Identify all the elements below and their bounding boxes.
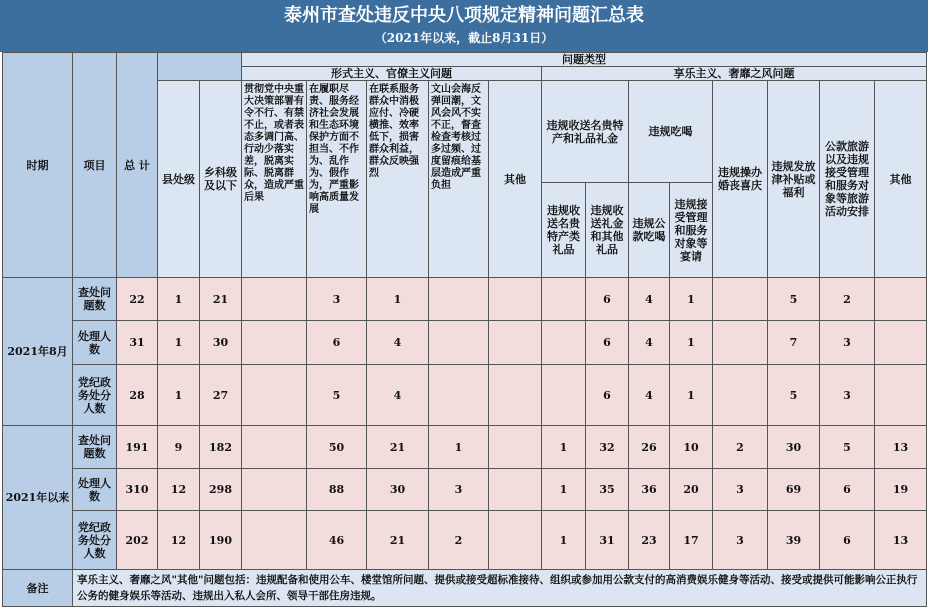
cell: 1 — [542, 469, 586, 511]
cell: 39 — [768, 511, 820, 570]
cell: 182 — [200, 426, 242, 469]
cell: 21 — [367, 426, 429, 469]
cell: 1 — [158, 321, 200, 365]
cell — [489, 511, 542, 570]
cell: 4 — [367, 365, 429, 426]
cell — [429, 278, 489, 321]
cell: 50 — [307, 426, 367, 469]
cell: 1 — [367, 278, 429, 321]
row-item: 查处问题数 — [73, 278, 117, 321]
cell: 1 — [670, 365, 713, 426]
cell: 19 — [875, 469, 927, 511]
cell: 21 — [200, 278, 242, 321]
cell — [489, 469, 542, 511]
cell: 9 — [158, 426, 200, 469]
cell: 23 — [629, 511, 670, 570]
cell — [875, 278, 927, 321]
cell: 12 — [158, 469, 200, 511]
header-total: 总 计 — [117, 53, 158, 278]
cell: 3 — [429, 469, 489, 511]
cell: 20 — [670, 469, 713, 511]
row-item: 处理人数 — [73, 469, 117, 511]
cell: 1 — [158, 365, 200, 426]
cell: 35 — [586, 469, 629, 511]
cell: 4 — [629, 321, 670, 365]
header-formalism: 形式主义、官僚主义问题 — [242, 67, 542, 81]
cell: 6 — [820, 469, 875, 511]
cell: 2 — [713, 426, 768, 469]
cell: 1 — [670, 321, 713, 365]
cell: 13 — [875, 511, 927, 570]
cell: 1 — [670, 278, 713, 321]
cell: 30 — [768, 426, 820, 469]
cell: 310 — [117, 469, 158, 511]
header-formalism-4: 文山会海反弹回潮，文风会风不实不正，督查检查考核过多过频、过度留痕给基层造成严重负担 — [429, 81, 489, 278]
header-hedonism-wedding: 违规操办婚丧喜庆 — [713, 81, 768, 278]
cell — [875, 365, 927, 426]
cell: 6 — [586, 321, 629, 365]
cell: 298 — [200, 469, 242, 511]
row-item: 查处问题数 — [73, 426, 117, 469]
header-township: 乡科级及以下 — [200, 81, 242, 278]
cell: 31 — [117, 321, 158, 365]
cell: 5 — [820, 426, 875, 469]
cell: 6 — [307, 321, 367, 365]
cell: 4 — [367, 321, 429, 365]
header-dining-banquet: 违规接受管理和服务对象等宴请 — [670, 183, 713, 278]
cell: 6 — [820, 511, 875, 570]
header-formalism-other: 其他 — [489, 81, 542, 278]
header-gifts-cash: 违规收送礼金和其他礼品 — [586, 183, 629, 278]
cell: 27 — [200, 365, 242, 426]
cell: 1 — [429, 426, 489, 469]
cell: 13 — [875, 426, 927, 469]
header-gifts-specialty: 违规收送名贵特产类礼品 — [542, 183, 586, 278]
cell: 190 — [200, 511, 242, 570]
cell: 2 — [429, 511, 489, 570]
cell: 1 — [542, 426, 586, 469]
cell: 10 — [670, 426, 713, 469]
cell — [542, 278, 586, 321]
cell: 69 — [768, 469, 820, 511]
cell: 30 — [367, 469, 429, 511]
title-bar — [0, 0, 928, 52]
cell — [242, 469, 307, 511]
cell — [713, 321, 768, 365]
header-item: 项目 — [73, 53, 117, 278]
summary-table — [2, 52, 927, 607]
cell: 32 — [586, 426, 629, 469]
cell: 22 — [117, 278, 158, 321]
cell: 3 — [820, 365, 875, 426]
cell: 3 — [307, 278, 367, 321]
header-hedonism-gifts: 违规收送名贵特产和礼品礼金 — [542, 81, 629, 183]
cell: 26 — [629, 426, 670, 469]
cell: 6 — [586, 278, 629, 321]
cell — [242, 511, 307, 570]
page-subtitle: （2021年以来，截止8月31日） — [374, 31, 554, 45]
cell: 12 — [158, 511, 200, 570]
cell — [242, 365, 307, 426]
header-formalism-3: 在联系服务群众中消极应付、冷硬横推、效率低下，损害群众利益，群众反映强烈 — [367, 81, 429, 278]
header-formalism-2: 在履职尽责、服务经济社会发展和生态环境保护方面不担当、不作为、乱作为、假作为，严重影响高质量发展 — [307, 81, 367, 278]
cell: 88 — [307, 469, 367, 511]
row-item: 党纪政务处分人数 — [73, 511, 117, 570]
cell: 21 — [367, 511, 429, 570]
cell: 46 — [307, 511, 367, 570]
cell: 5 — [307, 365, 367, 426]
cell: 7 — [768, 321, 820, 365]
header-formalism-1: 贯彻党中央重大决策部署有令不行、有禁不止，或者表态多调门高、行动少落实差，脱离实际、脱离群众，造成严重后果 — [242, 81, 307, 278]
cell: 191 — [117, 426, 158, 469]
header-period: 时期 — [3, 53, 73, 278]
cell — [713, 278, 768, 321]
cell: 1 — [158, 278, 200, 321]
header-hedonism: 享乐主义、奢靡之风问题 — [542, 67, 927, 81]
cell: 30 — [200, 321, 242, 365]
cell: 1 — [542, 511, 586, 570]
header-level-blank — [158, 53, 242, 81]
cell — [429, 321, 489, 365]
row-item: 处理人数 — [73, 321, 117, 365]
cell — [713, 365, 768, 426]
cell: 3 — [820, 321, 875, 365]
cell: 17 — [670, 511, 713, 570]
note-text: 享乐主义、奢靡之风"其他"问题包括：违规配备和使用公车、楼堂馆所问题、提供或接受超标准接待、组织或参加用公款支付的高消费娱乐健身等活动、接受或提供可能影响公正执行公务的健身娱乐等活动、违规出入私人会所、领导干部住房违规。 — [73, 570, 927, 607]
cell: 4 — [629, 365, 670, 426]
cell: 5 — [768, 278, 820, 321]
cell — [242, 321, 307, 365]
cell: 5 — [768, 365, 820, 426]
page-title: 泰州市查处违反中央八项规定精神问题汇总表 — [284, 5, 644, 26]
cell — [429, 365, 489, 426]
cell: 202 — [117, 511, 158, 570]
cell: 3 — [713, 511, 768, 570]
cell — [489, 321, 542, 365]
cell: 4 — [629, 278, 670, 321]
note-label: 备注 — [3, 570, 73, 607]
cell — [242, 426, 307, 469]
cell: 2 — [820, 278, 875, 321]
cell — [489, 426, 542, 469]
header-county: 县处级 — [158, 81, 200, 278]
row-item: 党纪政务处分人数 — [73, 365, 117, 426]
header-hedonism-dining: 违规吃喝 — [629, 81, 713, 183]
period-label: 2021年8月 — [3, 278, 73, 426]
header-problem-type: 问题类型 — [242, 53, 927, 67]
cell — [542, 365, 586, 426]
cell: 28 — [117, 365, 158, 426]
header-hedonism-travel: 公款旅游以及违规接受管理和服务对象等旅游活动安排 — [820, 81, 875, 278]
cell — [489, 278, 542, 321]
header-dining-public: 违规公款吃喝 — [629, 183, 670, 278]
cell — [242, 278, 307, 321]
period-label: 2021年以来 — [3, 426, 73, 570]
header-hedonism-other: 其他 — [875, 81, 927, 278]
cell: 6 — [586, 365, 629, 426]
cell: 3 — [713, 469, 768, 511]
cell — [489, 365, 542, 426]
header-hedonism-allowance: 违规发放津补贴或福利 — [768, 81, 820, 278]
cell — [875, 321, 927, 365]
cell — [542, 321, 586, 365]
cell: 36 — [629, 469, 670, 511]
cell: 31 — [586, 511, 629, 570]
